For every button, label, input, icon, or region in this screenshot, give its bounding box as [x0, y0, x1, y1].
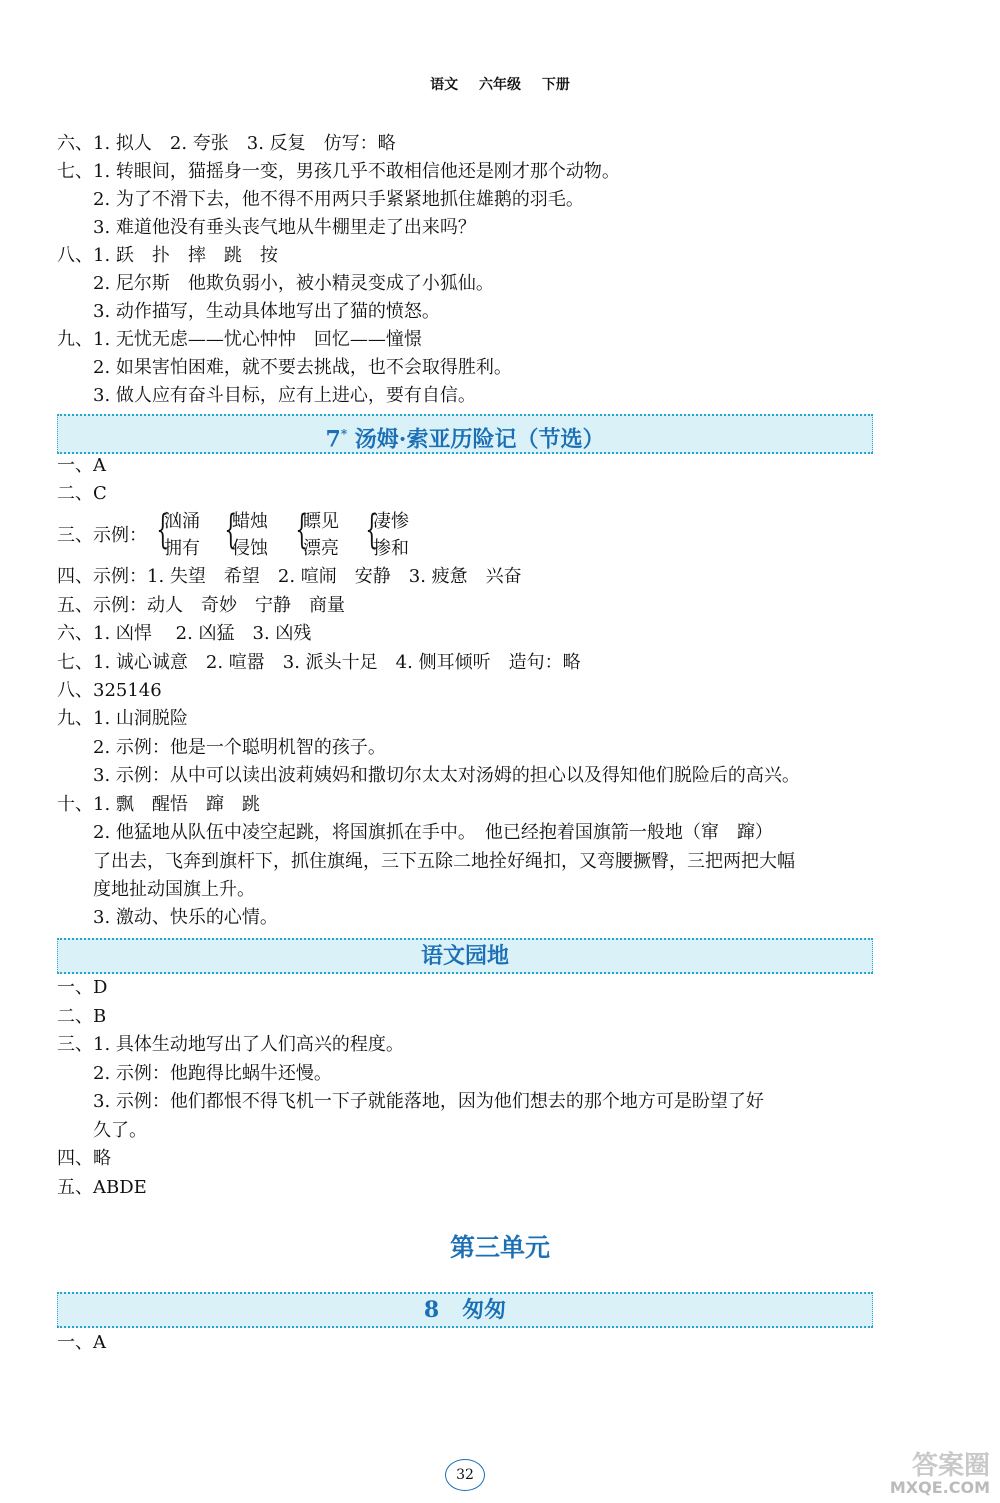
word: 瞟见 [303, 511, 339, 532]
answer-line: 3. 动作描写，生动具体地写出了猫的愤怒。 [57, 301, 440, 322]
header-subject: 语文 [430, 77, 459, 93]
answer-line: 2. 为了不滑下去，他不得不用两只手紧紧地抓住雄鹅的羽毛。 [57, 189, 584, 210]
word: 侵蚀 [232, 538, 268, 559]
answer-line: 五、ABDE [57, 1177, 147, 1198]
word: 拥有 [164, 538, 200, 559]
lesson-number: 8 [423, 1297, 440, 1323]
answer-line: 六、1. 凶悍 2. 凶猛 3. 凶残 [57, 623, 312, 644]
word: 蜡烛 [232, 511, 268, 532]
brace-symbol: { [224, 507, 238, 553]
page-header [0, 74, 1000, 94]
answer-line: 一、A [57, 1332, 106, 1353]
word: 掺和 [373, 538, 409, 559]
lesson-title: 匆匆 [462, 1297, 507, 1323]
lesson-banner [57, 414, 873, 454]
word-pair [303, 508, 339, 562]
answer-line: 一、D [57, 977, 108, 998]
word: 凄惨 [373, 511, 409, 532]
answer-line: 四、略 [57, 1148, 111, 1169]
answer-line: 2. 他猛地从队伍中凌空起跳，将国旗抓在手中。 他已经抱着国旗箭一般地（窜 蹿） [57, 822, 773, 843]
lesson-title: 汤姆·索亚历险记（节选） [354, 426, 605, 453]
answer-line: 了出去，飞奔到旗杆下，抓住旗绳，三下五除二地拴好绳扣，又弯腰撅臀，三把两把大幅 [57, 851, 795, 872]
answer-line: 度地扯动国旗上升。 [57, 879, 255, 900]
word-pair [164, 508, 200, 562]
word-pair [232, 508, 268, 562]
answer-line: 2. 示例：他跑得比蜗牛还慢。 [57, 1063, 332, 1084]
answer-line: 3. 激动、快乐的心情。 [57, 907, 278, 928]
watermark [850, 1451, 990, 1499]
word: 漂亮 [303, 538, 339, 559]
answer-line: 八、1. 跃 扑 摔 跳 按 [57, 245, 278, 266]
lesson-banner [57, 1292, 873, 1328]
answer-line: 六、1. 拟人 2. 夸张 3. 反复 仿写：略 [57, 133, 396, 154]
answer-line: 五、示例：动人 奇妙 宁静 商量 [57, 595, 345, 616]
word-pair [373, 508, 409, 562]
answer-line: 九、1. 无忧无虑——忧心忡忡 回忆——憧憬 [57, 329, 422, 350]
answer-line: 一、A [57, 455, 106, 476]
answer-line: 3. 示例：从中可以读出波莉姨妈和撒切尔太太对汤姆的担心以及得知他们脱险后的高兴。 [57, 765, 800, 786]
answer-label: 三、示例： [57, 525, 147, 546]
answer-line: 3. 难道他没有垂头丧气地从牛棚里走了出来吗？ [57, 217, 476, 238]
answer-line: 2. 示例：他是一个聪明机智的孩子。 [57, 737, 386, 758]
lesson-number: 7 [325, 426, 341, 453]
answer-line: 3. 示例：他们都恨不得飞机一下子就能落地，因为他们想去的那个地方可是盼望了好 [57, 1091, 764, 1112]
brace-symbol: { [156, 507, 170, 553]
brace-symbol: { [295, 507, 309, 553]
answer-line: 久了。 [57, 1120, 147, 1141]
watermark-brand: 答案圈 [911, 1451, 990, 1481]
answer-line: 十、1. 飘 醒悟 蹿 跳 [57, 794, 260, 815]
unit-title: 第三单元 [449, 1233, 550, 1262]
page-number: 32 [445, 1459, 485, 1491]
answer-line: 八、325146 [57, 680, 162, 701]
answer-line: 2. 尼尔斯 他欺负弱小，被小精灵变成了小狐仙。 [57, 273, 494, 294]
answer-line: 二、B [57, 1006, 107, 1027]
answer-line: 九、1. 山洞脱险 [57, 708, 188, 729]
section-banner [57, 938, 873, 974]
header-grade: 六年级 [479, 77, 521, 93]
watermark-url: MXQE.COM [889, 1478, 990, 1497]
word: 汹涌 [164, 511, 200, 532]
answer-line: 3. 做人应有奋斗目标，应有上进心，要有自信。 [57, 385, 476, 406]
brace-symbol: { [365, 507, 379, 553]
section-title: 语文园地 [420, 943, 509, 969]
header-volume: 下册 [541, 77, 570, 93]
answer-line: 四、示例：1. 失望 希望 2. 喧闹 安静 3. 疲惫 兴奋 [57, 566, 522, 587]
answer-line: 二、C [57, 483, 107, 504]
lesson-asterisk: * [340, 427, 348, 441]
answer-line: 2. 如果害怕困难，就不要去挑战，也不会取得胜利。 [57, 357, 512, 378]
answer-line: 三、1. 具体生动地写出了人们高兴的程度。 [57, 1034, 404, 1055]
answer-line: 七、1. 诚心诚意 2. 喧嚣 3. 派头十足 4. 侧耳倾听 造句：略 [57, 652, 581, 673]
answer-line: 七、1. 转眼间，猫摇身一变，男孩几乎不敢相信他还是刚才那个动物。 [57, 161, 620, 182]
